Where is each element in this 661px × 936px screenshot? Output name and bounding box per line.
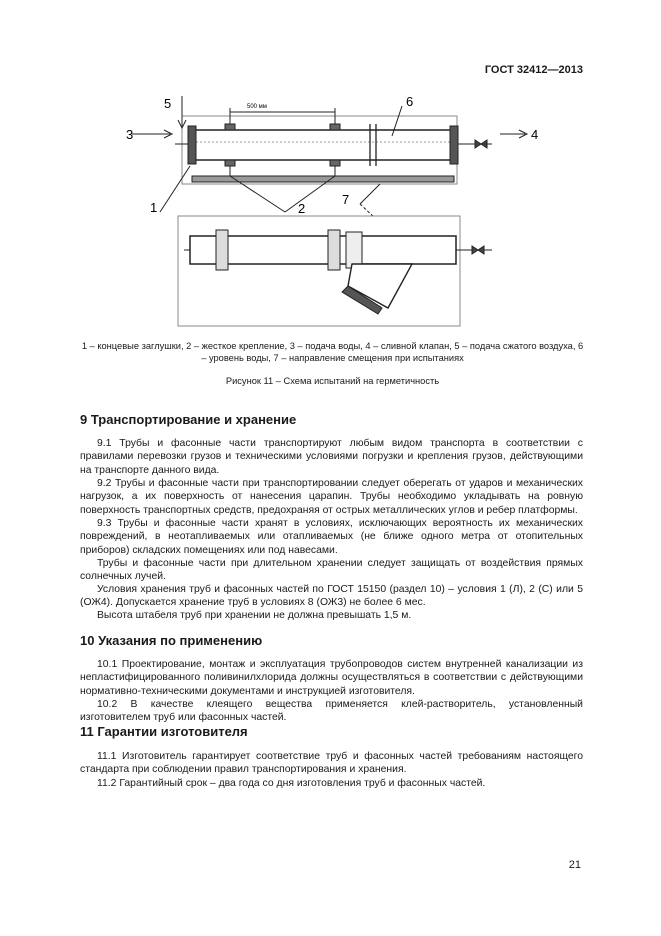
paragraph-9-1: 9.1 Трубы и фасонные части транспортируют любым видом транспорта в соответствии с правилами перевозки грузов и техническими условиями погрузки и крепления грузов, действующими на транспорте данного вида. [80, 438, 583, 476]
section-10-heading: 10 Указания по применению [80, 633, 263, 648]
paragraph-9-conditions: Условия хранения труб и фасонных частей по ГОСТ 15150 (раздел 10) – условия 1 (Л), 2 (С) или 5 (ОЖ4). Допускается хранение труб в условиях 8 (ОЖ3) не более 6 мес. [80, 584, 583, 609]
figure-legend: 1 – концевые заглушки, 2 – жесткое крепление, 3 – подача воды, 4 – сливной клапан, 5 – подача сжатого воздуха, 6 – уровень воды, 7 – направление смещения при испытаниях [81, 341, 584, 363]
figure-caption: Рисунок 11 – Схема испытаний на герметичность [225, 376, 440, 386]
paragraph-10-2: 10.2 В качестве клеящего вещества применяется клей-растворитель, установленный изготовителем труб или фасонных частей. [80, 699, 583, 724]
callout-5: 5 [164, 96, 172, 111]
page-number: 21 [568, 859, 581, 871]
paragraph-11-2: 11.2 Гарантийный срок – два года со дня изготовления труб и фасонных частей. [97, 778, 486, 789]
paragraph-9-2: 9.2 Трубы и фасонные части при транспортировании следует оберегать от ударов и механических нагрузок, а их поверхность от нанесения царапин. Трубы необходимо укладывать на ровную поверхность транспортных средств, предохраняя от острых металлических углов и ребер платформы. [80, 478, 583, 516]
paragraph-9-sun: Трубы и фасонные части при длительном хранении следует защищать от воздействия прямых солнечных лучей. [80, 558, 583, 583]
callout-4: 4 [531, 127, 539, 142]
callout-3: 3 [126, 127, 134, 142]
callout-7: 7 [342, 192, 350, 207]
section-9-heading: 9 Транспортирование и хранение [80, 412, 297, 427]
paragraph-9-3: 9.3 Трубы и фасонные части хранят в условиях, исключающих вероятность их механических повреждений, в неотапливаемых или отапливаемых (не ближе одного метра от отопительных приборов) складских помещениях или под навесами. [80, 518, 583, 556]
callout-2: 2 [298, 201, 306, 216]
callout-1: 1 [150, 200, 158, 215]
callout-6: 6 [406, 94, 414, 109]
document-id: ГОСТ 32412—2013 [484, 64, 583, 76]
test-scheme-figure [120, 86, 560, 336]
paragraph-11-1: 11.1 Изготовитель гарантирует соответствие труб и фасонных частей требованиям настоящего стандарта при соблюдении правил транспортирования и хранения. [80, 751, 583, 776]
paragraph-9-stack: Высота штабеля труб при хранении не должна превышать 1,5 м. [97, 610, 412, 621]
section-11-heading: 11 Гарантии изготовителя [80, 724, 248, 739]
upper-frame [182, 116, 457, 184]
dimension-label: 500 мм [247, 104, 267, 110]
paragraph-10-1: 10.1 Проектирование, монтаж и эксплуатация трубопроводов систем внутренней канализации из непластифицированного поливинилхлорида должны осуществляться в соответствии с действующими нормативно-техническими документами и инструкцией изготовителя. [80, 659, 583, 697]
